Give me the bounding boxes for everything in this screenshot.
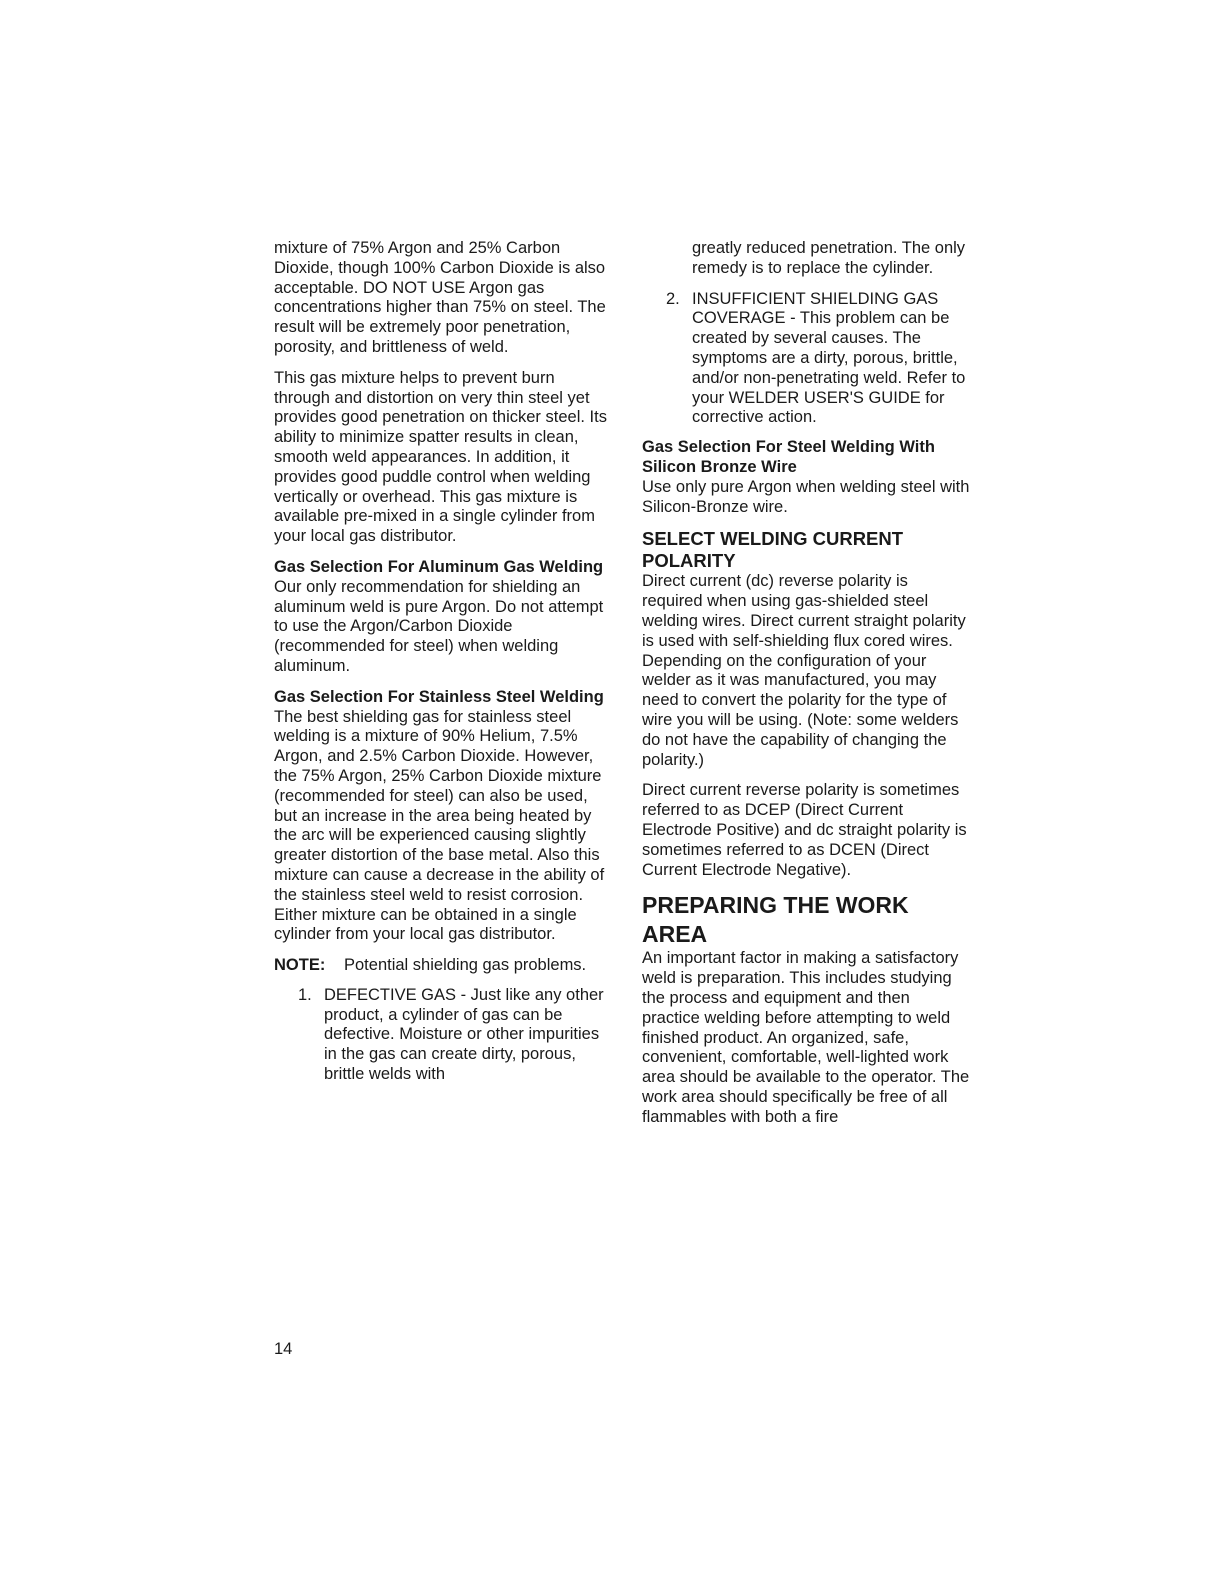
list-item [274,986,614,1085]
silicon-bronze-heading: Gas Selection For Steel Welding With Silicon Bronze Wire [642,438,935,476]
polarity-paragraph: Direct current (dc) reverse polarity is required when using gas-shielded steel welding wires. Direct current straight polarity is used with self-shielding flux cored wires. Depending on the configuration of your welder as it was manufactured, you may need to convert the polarity for the type of wire you will be using. (Note: some welders do not have the capability of changing the polarity.) [642,572,966,769]
polarity-heading: SELECT WELDING CURRENT POLARITY [642,528,904,572]
gas-mixture-benefits-paragraph: This gas mixture helps to prevent burn through and distortion on very thin steel yet provides good penetration on thicker steel. Its ability to minimize spatter results in clean, smooth weld appearances. In addition, it provides good puddle control when welding vertically or overhead. This gas mixture is available pre-mixed in a single cylinder from your local gas distributor. [274,368,607,546]
gas-mixture-paragraph: mixture of 75% Argon and 25% Carbon Dioxide, though 100% Carbon Dioxide is also acceptable. DO NOT USE Argon gas concentrations higher than 75% on steel. The result will be extremely poor penetration, porosity, and brittleness of weld. [274,239,606,356]
silicon-bronze-paragraph: Use only pure Argon when welding steel with Silicon-Bronze wire. [642,477,970,516]
list-item-number: 2. [666,289,680,308]
note [274,956,614,976]
work-area-paragraph: An important factor in making a satisfactory weld is preparation. This includes studying the process and equipment and then practice welding before attempting to weld finished product. An organized, safe, convenient, comfortable, well-lighted work area should be available to the operator. The work area should specifically be free of all flammables with both a fire [642,949,970,1126]
list-item-text: DEFECTIVE GAS - Just like any other product, a cylinder of gas can be defective. Moisture or other impurities in the gas can create dirty, porous, brittle welds with [324,985,604,1084]
aluminum-gas-paragraph: Our only recommendation for shielding an aluminum weld is pure Argon. Do not attempt to use the Argon/Carbon Dioxide (recommended for steel) when welding aluminum. [274,577,604,675]
aluminum-gas-heading: Gas Selection For Aluminum Gas Welding [274,557,604,576]
page-number: 14 [274,1340,293,1358]
list-item [642,290,972,429]
polarity-paragraph-2: Direct current reverse polarity is sometimes referred to as DCEP (Direct Current Electrode Positive) and dc straight polarity is sometimes referred to as DCEN (Direct Current Electrode Negative). [642,781,967,879]
note-text: Potential shielding gas problems. [344,956,587,975]
work-area-heading: PREPARING THE WORK AREA [642,892,909,948]
note-label: NOTE: [274,956,326,975]
left-column [274,239,614,1095]
right-column [642,239,972,1138]
list-item-number: 1. [298,985,312,1004]
list-item-text: INSUFFICIENT SHIELDING GAS COVERAGE - This problem can be created by several causes. The symptoms are a dirty, porous, brittle, and/or non-penetrating weld. Refer to your WELDER USER'S GUIDE for corrective action. [692,289,966,427]
stainless-gas-heading: Gas Selection For Stainless Steel Welding [274,687,604,706]
stainless-gas-paragraph: The best shielding gas for stainless steel welding is a mixture of 90% Helium, 7.5% Argon, and 2.5% Carbon Dioxide. However, the 75% Argon, 25% Carbon Dioxide mixture (recommended for steel) can also be used, but an increase in the area being heated by the arc will be experienced causing slightly greater distortion of the base metal. Also this mixture can cause a decrease in the ability of the stainless steel weld to resist corrosion. Either mixture can be obtained in a single cylinder from your local gas distributor. [274,707,605,944]
list-item-continuation: greatly reduced penetration. The only remedy is to replace the cylinder. [692,239,966,277]
